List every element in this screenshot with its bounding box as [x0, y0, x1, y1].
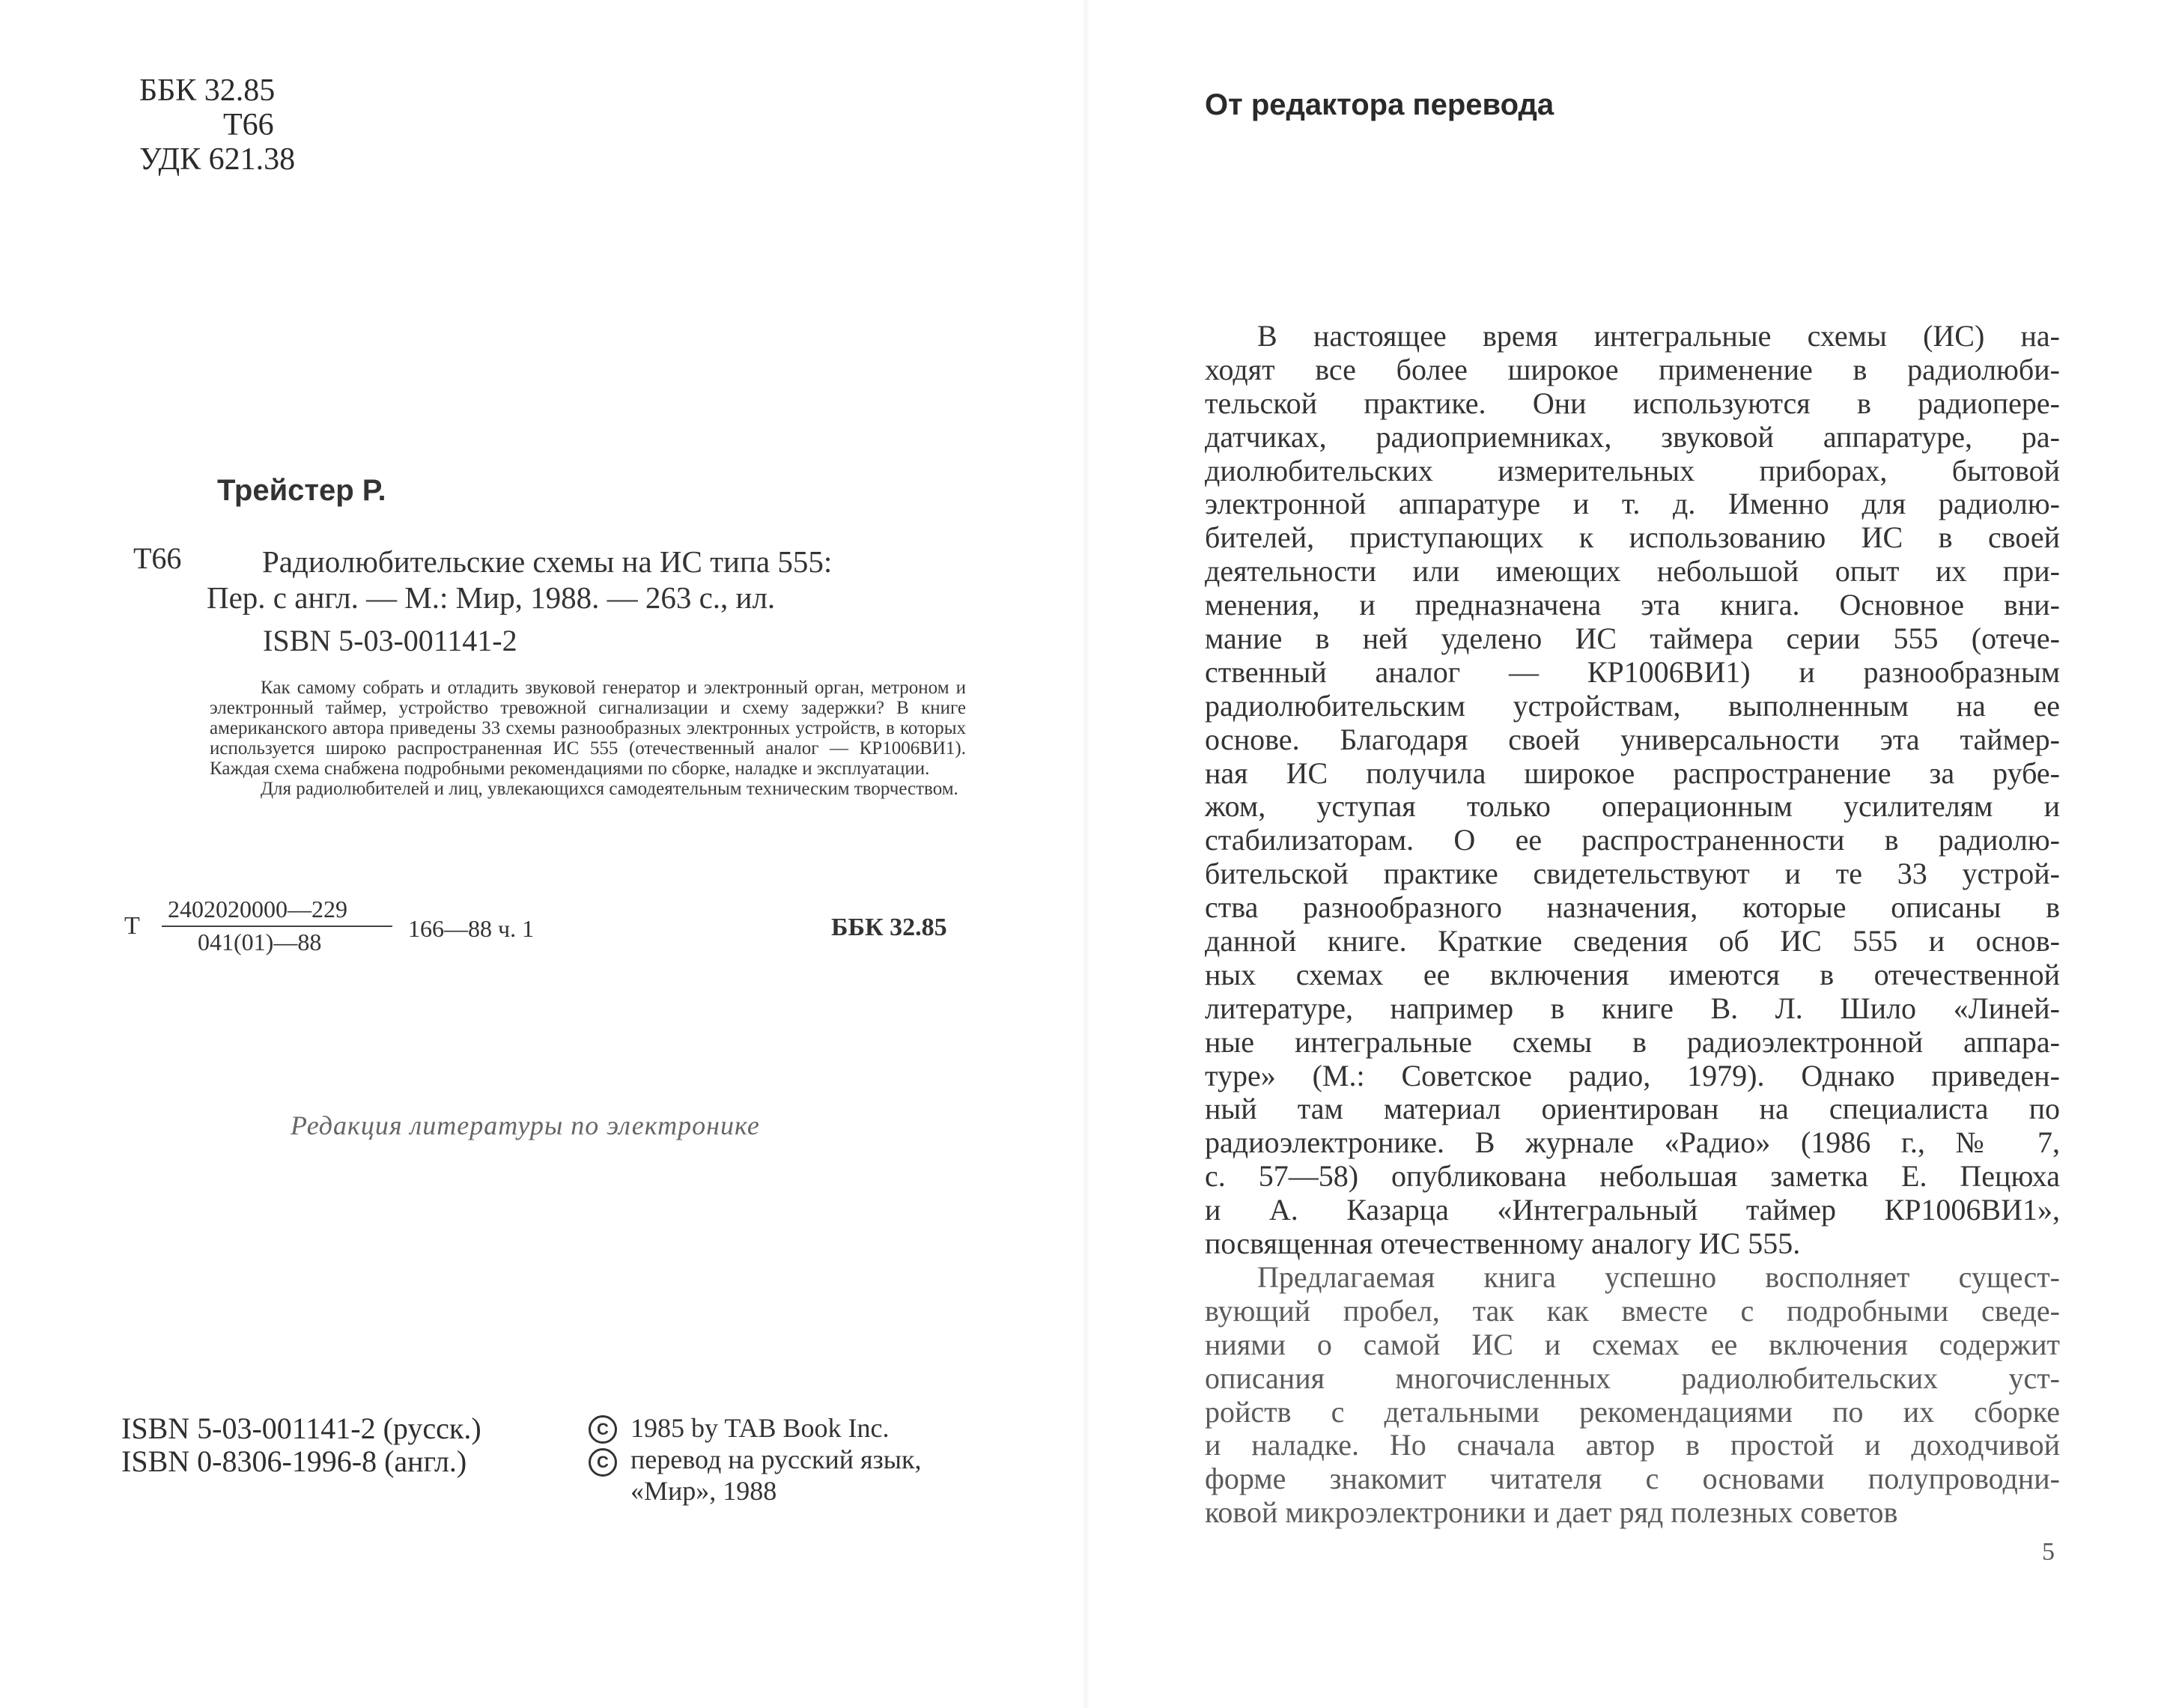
isbn-russian: ISBN 5-03-001141-2 (русск.) — [121, 1411, 481, 1445]
text-line: ниями о самой ИС и схемах ее включения содержит — [1205, 1327, 2060, 1361]
text-line: Предлагаемая книга успешно восполняет сущест- — [1257, 1259, 2060, 1294]
bbk-footer: ББК 32.85 — [831, 914, 947, 941]
copyright-original: 1985 by TAB Book Inc. — [630, 1413, 890, 1443]
copyright-translation: перевод на русский язык, — [630, 1444, 922, 1474]
text-line: бителей, приступающих к использованию ИС в своей — [1205, 520, 2060, 555]
text-line: литературе, например в книге В. Л. Шило «Линей- — [1205, 991, 2060, 1025]
annotation-audience: Для радиолюбителей и лиц, увлекающихся самодеятельным техническим творчеством. — [261, 779, 958, 799]
text-line: датчиках, радиоприемниках, звуковой аппаратуре, ра- — [1205, 419, 2060, 454]
text-line: тельской практике. Они используются в радиопере- — [1205, 386, 2060, 420]
section-heading: От редактора перевода — [1205, 88, 1554, 121]
isbn-list — [121, 1412, 481, 1478]
bbk-code: ББК 32.85 — [139, 73, 276, 108]
annotation — [210, 678, 966, 799]
text-line: описания многочисленных радиолюбительских уст- — [1205, 1361, 2060, 1395]
body-text — [1205, 320, 2060, 1530]
text-line: ные интегральные схемы в радиоэлектронной аппара- — [1205, 1024, 2060, 1059]
text-line: радиоэлектронике. В журнале «Радио» (1986 г., № 7, — [1205, 1125, 2060, 1160]
copyright-publisher: «Мир», 1988 — [630, 1476, 777, 1506]
author-name: Трейстер Р. — [217, 474, 386, 507]
body-paragraph-2 — [1205, 1261, 2060, 1530]
page-number: 5 — [2042, 1538, 2055, 1566]
text-line: ходят все более широкое применение в радиолюби- — [1205, 352, 2060, 386]
text-line: стабилизаторам. О ее распространенности в радиолю- — [1205, 823, 2060, 857]
text-line: ная ИС получила широкое распространение за рубе- — [1205, 756, 2060, 790]
fraction-bar — [162, 926, 392, 927]
classification-block — [139, 73, 295, 177]
fraction-numerator: 2402020000—229 — [168, 896, 347, 923]
text-line: посвященная отечественному аналогу ИС 555. — [1205, 1227, 1801, 1261]
bib-imprint-line: Пер. с англ. — М.: Мир, 1988. — 263 с., ил. — [207, 580, 776, 615]
edition-note: Редакция литературы по электронике — [291, 1110, 760, 1140]
bibliographic-description — [208, 544, 972, 616]
bib-title-line: Радиолюбительские схемы на ИС типа 555: — [262, 544, 833, 579]
copyright-icon: C — [589, 1448, 617, 1477]
udk-code: УДК 621.38 — [139, 142, 296, 177]
text-line: данной книге. Краткие сведения об ИС 555 и основ- — [1205, 924, 2060, 958]
text-line: туре» (М.: Советское радио, 1979). Однако приведен- — [1205, 1058, 2060, 1092]
text-line: ный там материал ориентирован на специалиста по — [1205, 1092, 2060, 1126]
copyright-notice — [630, 1412, 921, 1507]
text-line: деятельности или имеющих небольшой опыт их при- — [1205, 554, 2060, 589]
text-line: и А. Казарца «Интегральный таймер КР1006ВИ1», — [1205, 1193, 2060, 1227]
text-line: бительской практике свидетельствуют и те 33 устрой- — [1205, 857, 2060, 891]
text-line: жом, уступая только операционным усилителям и — [1205, 789, 2060, 824]
text-line: и наладке. Но сначала автор в простой и доходчивой — [1205, 1428, 2060, 1462]
isbn-english: ISBN 0-8306-1996-8 (англ.) — [121, 1444, 467, 1478]
text-line: ковой микроэлектроники и дает ряд полезных советов — [1205, 1495, 1898, 1530]
text-line: ственный аналог — КР1006ВИ1) и разнообразным — [1205, 654, 2060, 689]
text-line: ных схемах ее включения имеются в отечественной — [1205, 957, 2060, 991]
text-line: вующий пробел, так как вместе с подробными сведе- — [1205, 1293, 2060, 1328]
author-mark: Т66 — [223, 108, 274, 142]
isbn-short: ISBN 5-03-001141-2 — [263, 624, 517, 657]
catalog-code: Т66 — [133, 541, 182, 575]
text-line: электронной аппаратуре и т. д. Именно для радиолю- — [1205, 487, 2060, 521]
text-line: диолюбительских измерительных приборах, бытовой — [1205, 453, 2060, 487]
text-line: радиолюбительским устройствам, выполненным на ее — [1205, 688, 2060, 723]
text-line: основе. Благодаря своей универсальности эта таймер- — [1205, 722, 2060, 756]
order-code: 166—88 ч. 1 — [408, 915, 535, 942]
copyright-icon: C — [589, 1415, 617, 1444]
text-line: менения, и предназначена эта книга. Основное вни- — [1205, 588, 2060, 622]
text-line: мание в ней уделено ИС таймера серии 555 (отече- — [1205, 621, 2060, 656]
fraction-prefix: Т — [124, 912, 140, 940]
text-line: форме знакомит читателя с основами полупроводни- — [1205, 1462, 2060, 1496]
annotation-paragraph: Как самому собрать и отладить звуковой генератор и электронный орган, метроном и электронный таймер, устройство тревожной сигнализации и схему задержки? В книге американского автора приведены 33 схемы разнообразных электронных устройств, в которых используется широко распространенная ИС 555 (отечественный аналог — КР1006ВИ1). Каждая схема снабжена подробными рекомендациями по сборке, наладке и эксплуатации. — [210, 678, 966, 779]
fraction-denominator: 041(01)—88 — [198, 929, 322, 955]
text-line: ройств с детальными рекомендациями по их сборке — [1205, 1394, 2060, 1429]
body-paragraph-1 — [1205, 320, 2060, 1261]
text-line: ства разнообразного назначения, которые описаны в — [1205, 890, 2060, 925]
text-line: В настоящее время интегральные схемы (ИС) на- — [1257, 319, 2060, 353]
text-line: с. 57—58) опубликована небольшая заметка Е. Пецюха — [1205, 1159, 2060, 1194]
right-page — [1085, 0, 2170, 1708]
